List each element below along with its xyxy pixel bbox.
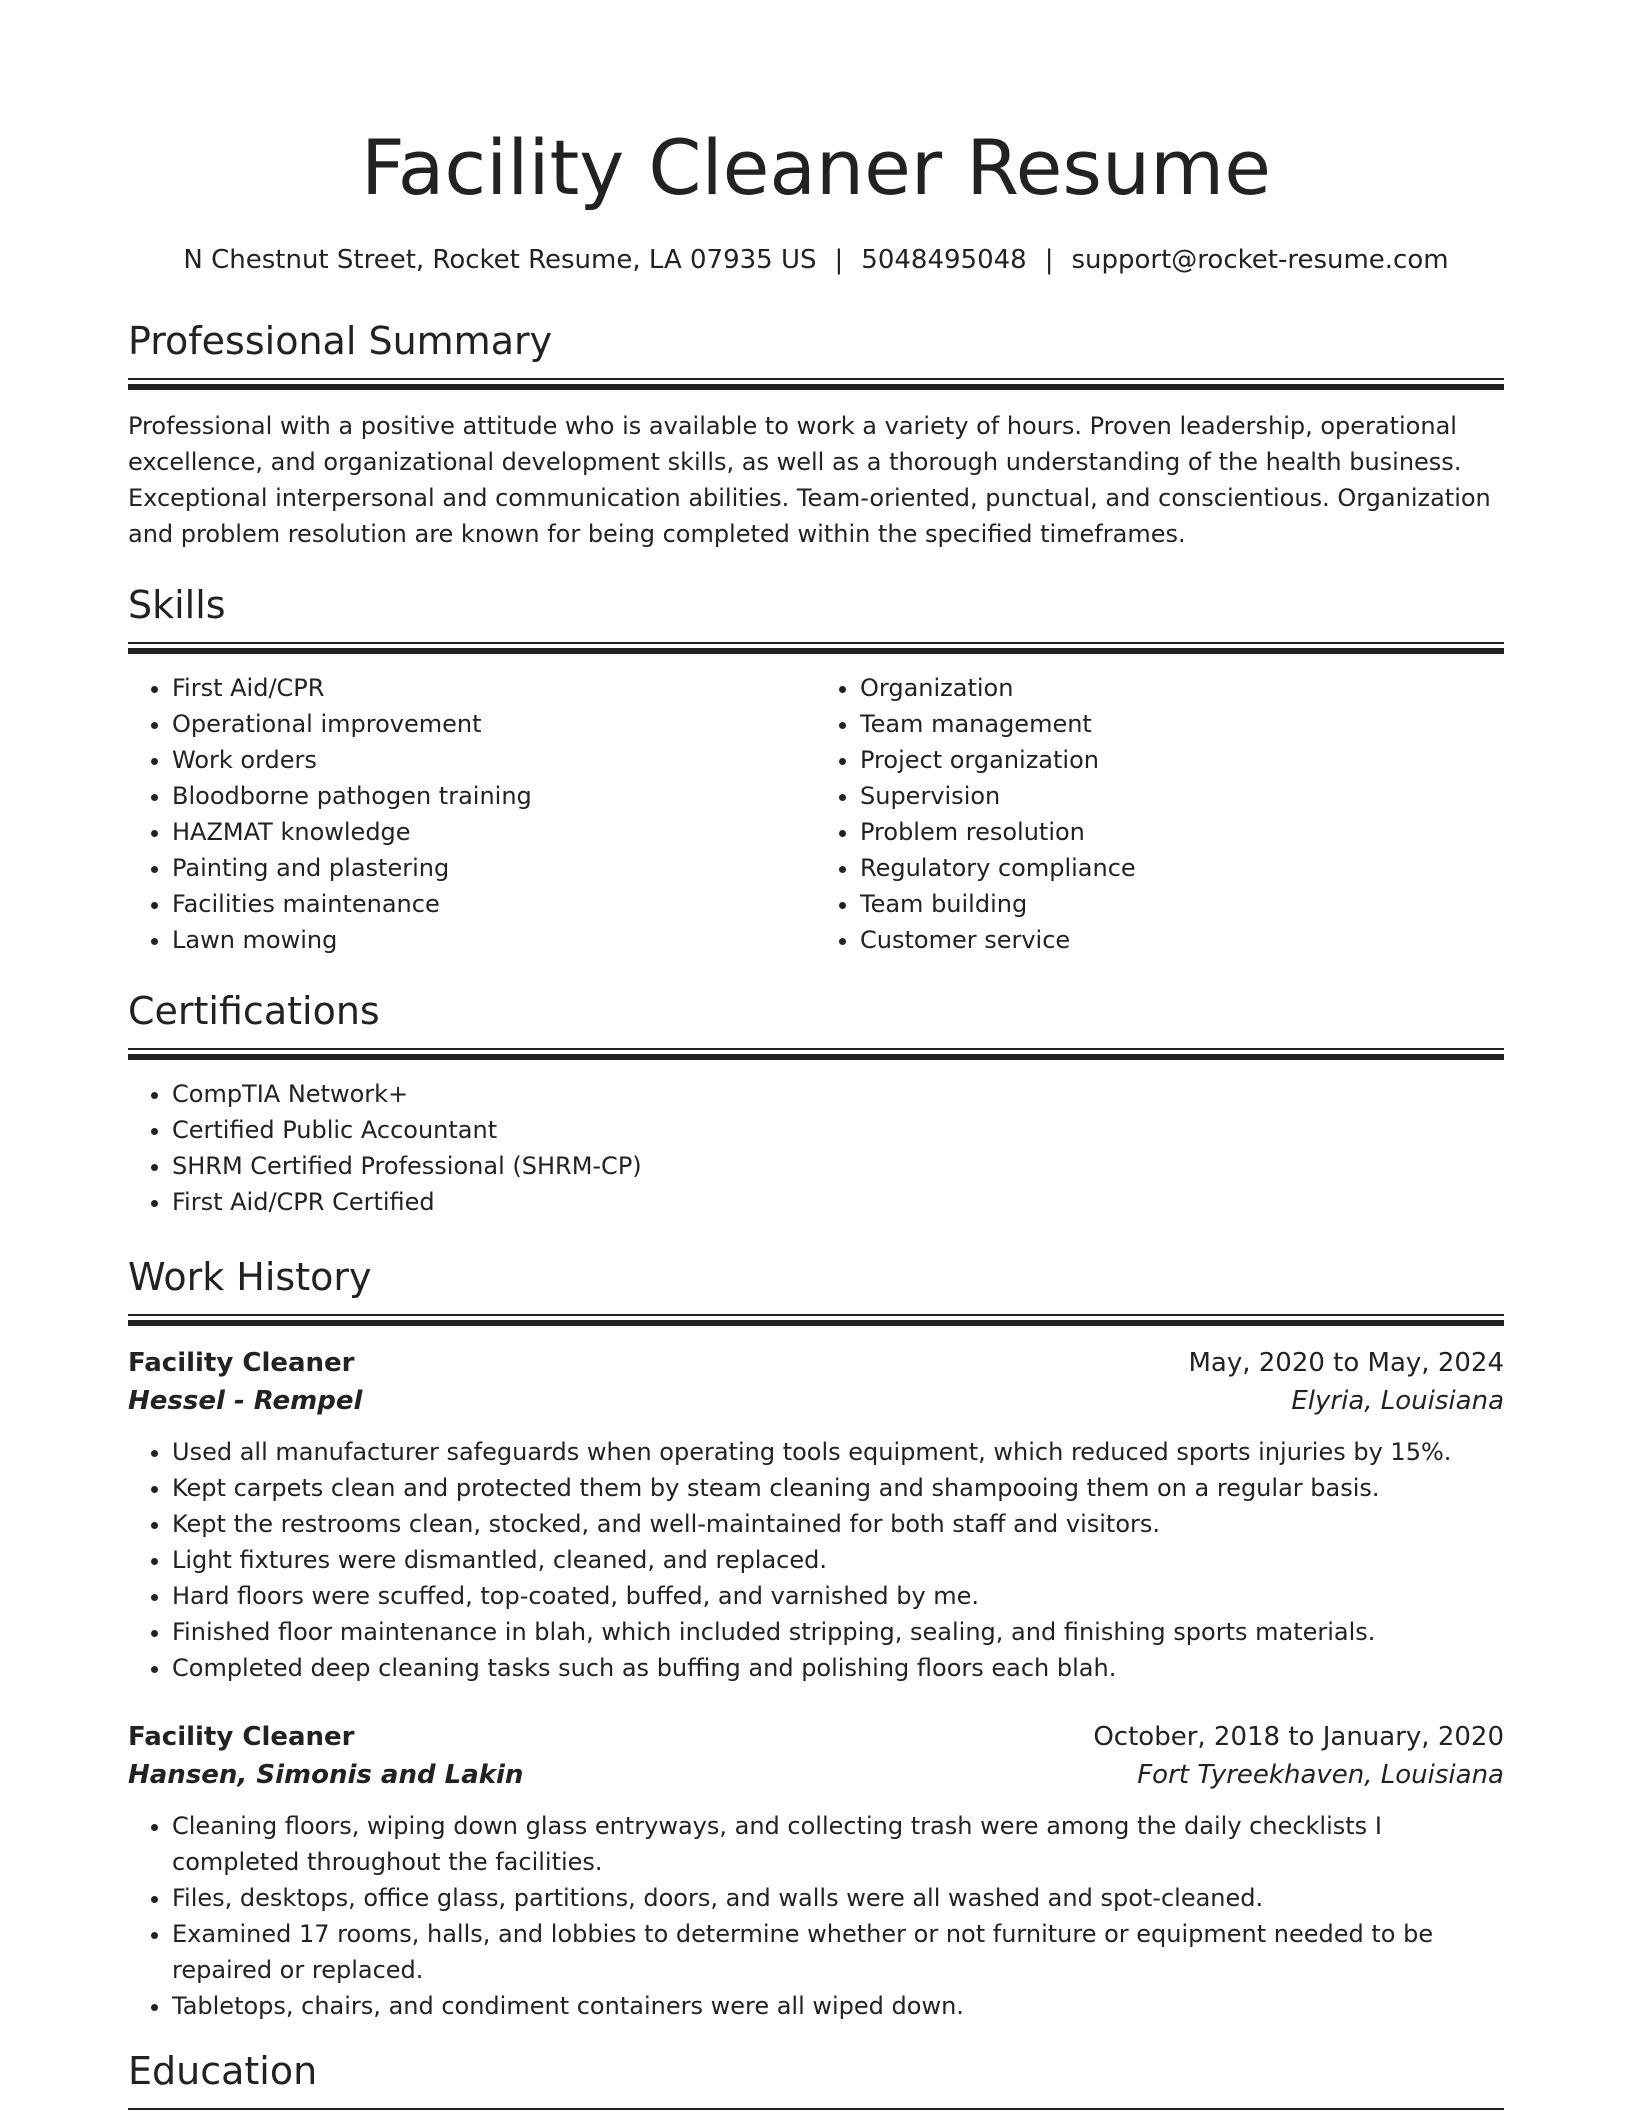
certifications-section: [128, 986, 1504, 1220]
list-item: • Completed deep cleaning tasks such as buffing and polishing floors each blah.: [172, 1650, 1504, 1686]
education-section: [128, 2046, 1504, 2110]
list-item: • Regulatory compliance: [860, 850, 1504, 886]
section-rule: [128, 2108, 1504, 2110]
job-company: Hessel - Rempel: [128, 1386, 363, 1416]
job-entry: [128, 1718, 1504, 2024]
list-item: • Problem resolution: [860, 814, 1504, 850]
list-item: • Customer service: [860, 922, 1504, 958]
contact-separator: |: [834, 245, 844, 275]
list-item: • Team building: [860, 886, 1504, 922]
job-title: Facility Cleaner: [128, 1348, 355, 1378]
list-item: • Kept the restrooms clean, stocked, and well-maintained for both staff and visitors.: [172, 1506, 1504, 1542]
job-company-row: [128, 1382, 1504, 1420]
job-bullets: [128, 1808, 1504, 2024]
list-item: • Lawn mowing: [172, 922, 816, 958]
certifications-list: [128, 1076, 1504, 1220]
list-item: • SHRM Certified Professional (SHRM-CP): [172, 1148, 1504, 1184]
section-rule: [128, 642, 1504, 654]
list-item: • Files, desktops, office glass, partitions, doors, and walls were all washed and spot-cleaned.: [172, 1880, 1504, 1916]
list-item: • Examined 17 rooms, halls, and lobbies to determine whether or not furniture or equipment needed to be repaired or replaced.: [172, 1916, 1504, 1988]
certifications-heading: Certifications: [128, 989, 380, 1033]
section-rule: [128, 378, 1504, 390]
list-item: • Kept carpets clean and protected them by steam cleaning and shampooing them on a regular basis.: [172, 1470, 1504, 1506]
education-heading: Education: [128, 2049, 318, 2093]
skills-heading: Skills: [128, 583, 226, 627]
contact-separator: |: [1044, 245, 1054, 275]
list-item: • Facilities maintenance: [172, 886, 816, 922]
list-item: • Used all manufacturer safeguards when operating tools equipment, which reduced sports injuries by 15%.: [172, 1434, 1504, 1470]
list-item: • CompTIA Network+: [172, 1076, 1504, 1112]
job-company: Hansen, Simonis and Lakin: [128, 1760, 524, 1790]
list-item: • Operational improvement: [172, 706, 816, 742]
contact-line: [128, 242, 1504, 278]
contact-address: N Chestnut Street, Rocket Resume, LA 07935 US: [183, 245, 817, 275]
list-item: • HAZMAT knowledge: [172, 814, 816, 850]
list-item: • Finished floor maintenance in blah, which included stripping, sealing, and finishing sports materials.: [172, 1614, 1504, 1650]
summary-heading: Professional Summary: [128, 319, 553, 363]
summary-section: [128, 316, 1504, 552]
resume-title: Facility Cleaner Resume: [361, 123, 1271, 212]
job-dates: October, 2018 to January, 2020: [1093, 1722, 1504, 1752]
job-location: Elyria, Louisiana: [1291, 1386, 1504, 1416]
summary-text: Professional with a positive attitude who is available to work a variety of hours. Proven leadership, operational excellence, and organizational development skills, as well as a thorough understanding of the health business. Exceptional interpersonal and communication abilities. Team-oriented, punctual, and conscientious. Organization and problem resolution are known for being completed within the specified timeframes.: [128, 412, 1491, 548]
list-item: • Certified Public Accountant: [172, 1112, 1504, 1148]
work-history-section: [128, 1252, 1504, 2024]
list-item: • First Aid/CPR: [172, 670, 816, 706]
skills-list-right: [816, 670, 1504, 958]
job-dates: May, 2020 to May, 2024: [1188, 1348, 1504, 1378]
list-item: • Bloodborne pathogen training: [172, 778, 816, 814]
job-company-row: [128, 1756, 1504, 1794]
job-header-row: [128, 1718, 1504, 1756]
list-item: • Project organization: [860, 742, 1504, 778]
list-item: • Supervision: [860, 778, 1504, 814]
job-entry: [128, 1344, 1504, 1686]
job-bullets: [128, 1434, 1504, 1686]
list-item: • Organization: [860, 670, 1504, 706]
skills-list-left: [128, 670, 816, 958]
list-item: • Painting and plastering: [172, 850, 816, 886]
job-title: Facility Cleaner: [128, 1722, 355, 1752]
work-history-heading: Work History: [128, 1255, 372, 1299]
job-header-row: [128, 1344, 1504, 1382]
list-item: • Work orders: [172, 742, 816, 778]
list-item: • Hard floors were scuffed, top-coated, buffed, and varnished by me.: [172, 1578, 1504, 1614]
list-item: • Tabletops, chairs, and condiment containers were all wiped down.: [172, 1988, 1504, 2024]
section-rule: [128, 1048, 1504, 1060]
list-item: • Cleaning floors, wiping down glass entryways, and collecting trash were among the daily checklists I completed throughout the facilities.: [172, 1808, 1504, 1880]
contact-email: support@rocket-resume.com: [1071, 245, 1449, 275]
contact-phone: 5048495048: [861, 245, 1027, 275]
list-item: • Team management: [860, 706, 1504, 742]
section-rule: [128, 1314, 1504, 1326]
skills-columns: [128, 670, 1504, 958]
list-item: • Light fixtures were dismantled, cleaned, and replaced.: [172, 1542, 1504, 1578]
list-item: • First Aid/CPR Certified: [172, 1184, 1504, 1220]
job-location: Fort Tyreekhaven, Louisiana: [1137, 1760, 1504, 1790]
skills-section: [128, 580, 1504, 958]
